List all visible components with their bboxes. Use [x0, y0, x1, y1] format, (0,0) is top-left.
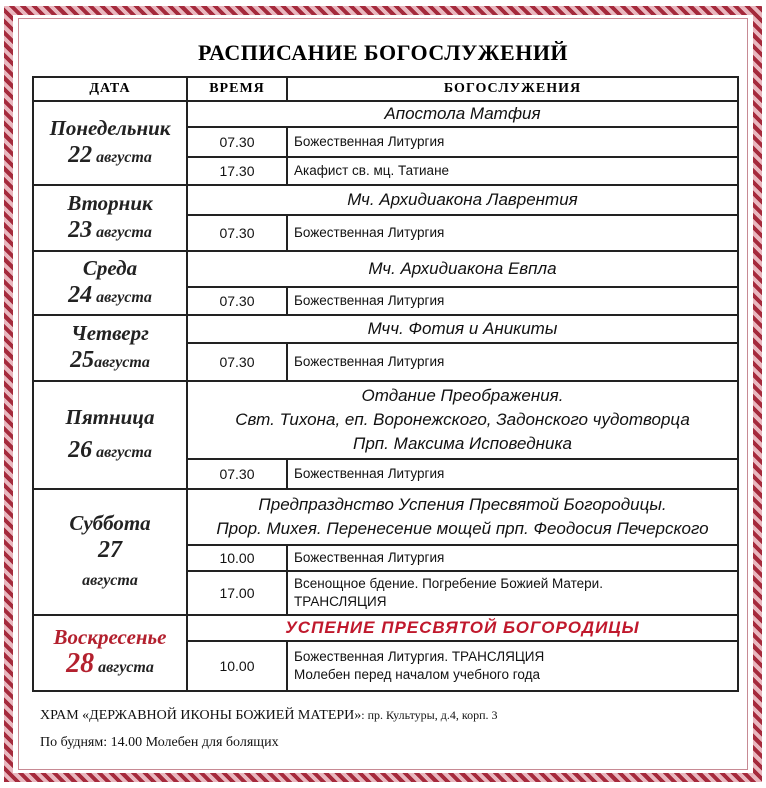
day-cell — [33, 315, 187, 381]
table-row — [33, 615, 738, 641]
service-time: 07.30 — [187, 287, 287, 315]
feast-cell — [187, 489, 738, 545]
service-line: ТРАНСЛЯЦИЯ — [294, 594, 387, 609]
service-time: 07.30 — [187, 459, 287, 489]
feast-cell — [187, 315, 738, 343]
feast-line: УСПЕНИЕ ПРЕСВЯТОЙ БОГОРОДИЦЫ — [285, 618, 640, 637]
service-text: Божественная Литургия — [287, 545, 738, 571]
feast-line: Прор. Михея. Перенесение мощей прп. Феодосия Печерского — [216, 519, 709, 538]
service-text: Божественная Литургия — [287, 287, 738, 315]
table-row — [33, 381, 738, 459]
day-number: 22 — [68, 141, 93, 168]
feast-line: Прп. Максима Исповедника — [353, 434, 572, 453]
day-name: Понедельник — [49, 115, 171, 140]
feast-line: Мч. Архидиакона Лаврентия — [347, 190, 578, 209]
service-time: 10.00 — [187, 641, 287, 691]
service-time: 17.00 — [187, 571, 287, 615]
day-cell — [33, 185, 187, 251]
day-name: Пятница — [65, 404, 155, 429]
day-cell — [33, 489, 187, 615]
day-name: Четверг — [71, 320, 149, 345]
table-row — [33, 251, 738, 287]
header-time: ВРЕМЯ — [187, 77, 287, 101]
service-text: Божественная Литургия — [287, 459, 738, 489]
day-month: августа — [94, 353, 150, 371]
day-name: Вторник — [67, 190, 153, 215]
header-row — [33, 77, 738, 101]
table-row — [33, 185, 738, 215]
address: : пр. Культуры, д.4, корп. 3 — [361, 708, 498, 722]
day-month: августа — [96, 288, 152, 306]
service-text: Божественная Литургия — [287, 127, 738, 157]
table-row — [33, 489, 738, 545]
feast-line: Апостола Матфия — [384, 104, 541, 123]
day-cell — [33, 381, 187, 489]
header-services: БОГОСЛУЖЕНИЯ — [287, 77, 738, 101]
service-line: Божественная Литургия. ТРАНСЛЯЦИЯ — [294, 649, 545, 664]
weekday-note: По будням: 14.00 Молебен для болящих — [40, 735, 279, 750]
church-address — [40, 708, 498, 724]
page-title: РАСПИСАНИЕ БОГОСЛУЖЕНИЙ — [197, 40, 569, 65]
day-number: 26 — [68, 436, 93, 463]
feast-cell — [187, 251, 738, 287]
service-text: Божественная Литургия — [287, 343, 738, 381]
day-month: августа — [96, 443, 152, 461]
feast-line: Мчч. Фотия и Аникиты — [367, 319, 558, 338]
day-number: 27 — [98, 536, 122, 563]
service-time: 10.00 — [187, 545, 287, 571]
day-cell — [33, 101, 187, 185]
day-number: 24 — [68, 281, 93, 308]
day-month: августа — [96, 148, 152, 166]
day-name: Среда — [82, 255, 138, 280]
service-time: 07.30 — [187, 215, 287, 251]
day-month: августа — [98, 659, 154, 676]
feast-line: Мч. Архидиакона Евпла — [368, 259, 557, 278]
table-row — [33, 101, 738, 127]
day-number: 23 — [68, 216, 93, 243]
day-cell — [33, 615, 187, 691]
service-text: Божественная Литургия — [287, 215, 738, 251]
service-time: 07.30 — [187, 127, 287, 157]
service-line: Всенощное бдение. Погребение Божией Матери. — [294, 576, 603, 591]
service-text — [287, 641, 738, 691]
church-name: ХРАМ «ДЕРЖАВНОЙ ИКОНЫ БОЖИЕЙ МАТЕРИ» — [40, 708, 362, 723]
day-name: Суббота — [69, 510, 151, 535]
feast-cell — [187, 615, 738, 641]
service-text — [287, 571, 738, 615]
day-cell — [33, 251, 187, 315]
feast-line: Предпразднство Успения Пресвятой Богородицы. — [258, 495, 667, 514]
service-time: 07.30 — [187, 343, 287, 381]
service-text: Акафист св. мц. Татиане — [287, 157, 738, 185]
table-row — [33, 315, 738, 343]
day-number: 28 — [66, 648, 95, 679]
feast-cell — [187, 185, 738, 215]
day-month: августа — [96, 223, 152, 241]
day-name: Воскресенье — [53, 625, 167, 649]
day-number: 25 — [70, 346, 95, 373]
service-line: Молебен перед началом учебного года — [294, 667, 541, 682]
schedule-table — [32, 76, 739, 692]
day-month: августа — [82, 571, 138, 589]
feast-cell — [187, 381, 738, 459]
service-time: 17.30 — [187, 157, 287, 185]
feast-line: Отдание Преображения. — [361, 386, 564, 405]
feast-cell — [187, 101, 738, 127]
feast-line: Свт. Тихона, еп. Воронежского, Задонского чудотворца — [235, 410, 690, 429]
header-date: ДАТА — [33, 77, 187, 101]
